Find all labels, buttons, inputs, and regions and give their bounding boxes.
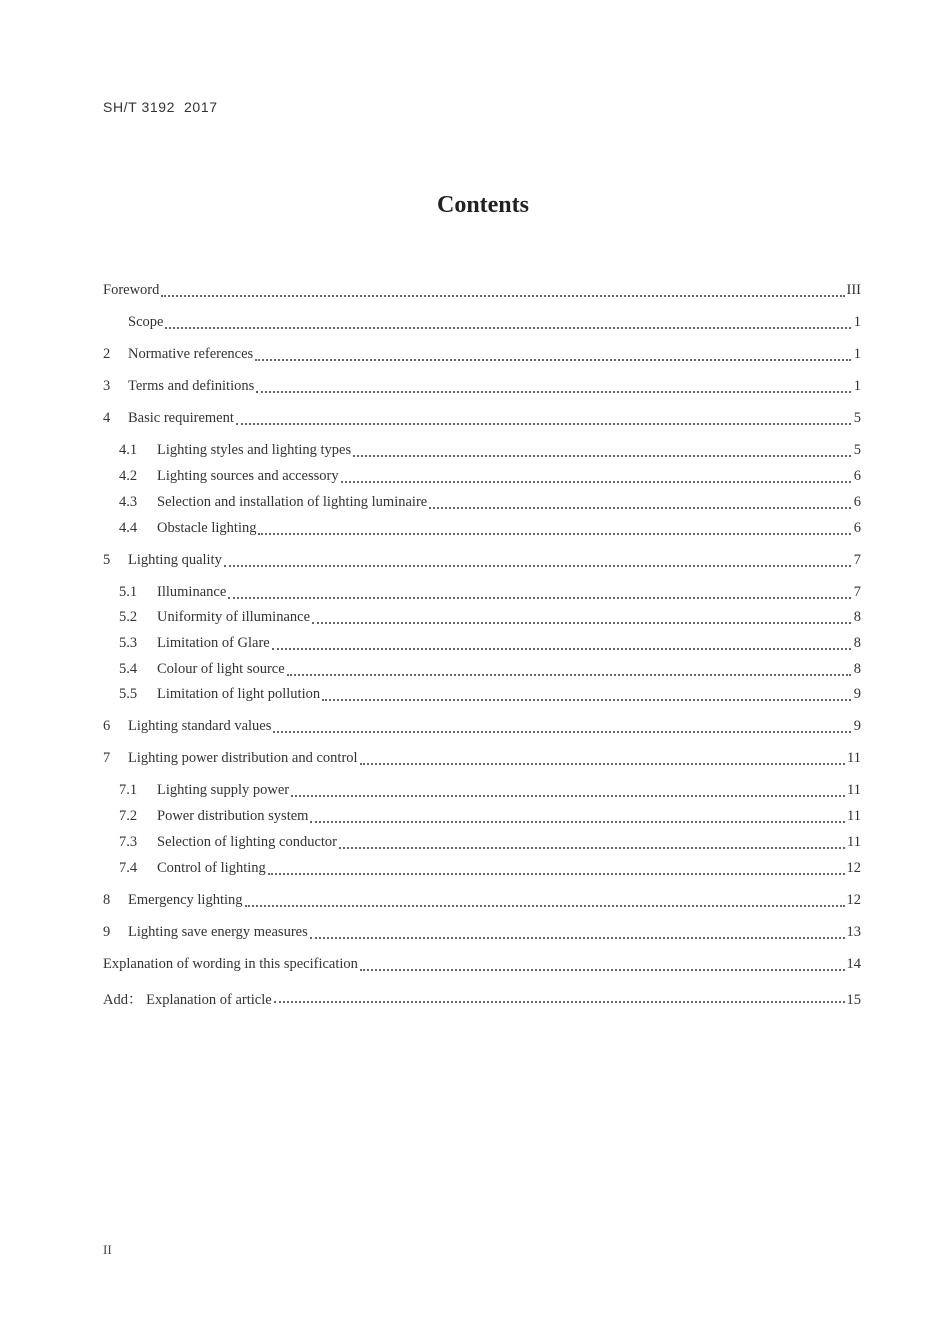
toc-entry-page: 14: [846, 956, 861, 972]
toc-entry-page: 8: [853, 609, 861, 625]
toc-entry-number: 7.4: [119, 860, 138, 876]
toc-entry-label: Limitation of light pollution: [157, 686, 321, 702]
toc-entry[interactable]: [103, 661, 861, 681]
toc-entry-label: Uniformity of illuminance: [157, 609, 311, 625]
toc-leader-dots: [273, 731, 851, 733]
toc-entry-label: Lighting quality: [128, 552, 222, 568]
toc-entry-page: 9: [853, 718, 861, 734]
toc-entry-label: Normative references: [128, 346, 254, 362]
toc-entry-page: 11: [847, 808, 861, 824]
page-title: Contents: [436, 192, 529, 218]
toc-entry-label: Lighting save energy measures: [128, 924, 308, 940]
toc-entry-label: Explanation of wording in this specification: [103, 956, 358, 972]
toc-entry-number: 4.1: [119, 442, 138, 458]
toc-entry-page: 8: [853, 661, 861, 677]
toc-entry-number: 5.5: [119, 686, 138, 702]
toc-entry-label: Emergency lighting: [128, 892, 243, 908]
toc-entry[interactable]: [103, 635, 861, 655]
toc-entry[interactable]: [103, 552, 861, 572]
toc-leader-dots: [312, 622, 851, 624]
toc-leader-dots: [291, 795, 845, 797]
toc-entry-label: Colour of light source: [157, 661, 285, 677]
toc-entry-page: 8: [853, 635, 861, 651]
toc-entry[interactable]: [103, 282, 861, 302]
toc-entry-label: Lighting sources and accessory: [157, 468, 339, 484]
toc-leader-dots: [429, 507, 851, 509]
toc-leader-dots: [258, 533, 851, 535]
toc-entry[interactable]: [103, 686, 861, 706]
toc-entry-page: 7: [853, 584, 861, 600]
toc-entry[interactable]: [103, 988, 861, 1008]
toc-entry[interactable]: [103, 314, 861, 334]
toc-leader-dots: [228, 597, 851, 599]
toc-entry-label: Terms and definitions: [128, 378, 255, 394]
toc-entry[interactable]: [103, 834, 861, 854]
document-code: SH/T 3192 2017: [103, 99, 218, 115]
toc-leader-dots: [310, 821, 845, 823]
toc-leader-dots: [255, 359, 851, 361]
toc-leader-dots: [339, 847, 845, 849]
toc-leader-dots: [322, 699, 851, 701]
toc-entry-number: 3: [103, 378, 111, 394]
toc-entry-page: 7: [853, 552, 861, 568]
toc-entry-label: Selection and installation of lighting luminaire: [157, 494, 428, 510]
toc-leader-dots: [268, 873, 845, 875]
toc-entry-number: 4.4: [119, 520, 138, 536]
toc-entry-page: 5: [853, 442, 861, 458]
toc-entry-page: 15: [846, 992, 861, 1008]
toc-entry[interactable]: [103, 808, 861, 828]
toc-entry-label: Add： Explanation of article: [103, 992, 272, 1008]
toc-entry[interactable]: [103, 750, 861, 770]
toc-entry-label: Illuminance: [157, 584, 227, 600]
toc-leader-dots: [224, 565, 851, 567]
toc-entry-number: 7: [103, 750, 111, 766]
toc-entry[interactable]: [103, 892, 861, 912]
page-number: II: [103, 1242, 112, 1257]
toc-entry-number: 4.2: [119, 468, 138, 484]
toc-entry-page: 1: [853, 378, 861, 394]
toc-entry-label: Power distribution system: [157, 808, 309, 824]
toc-entry-label: Foreword: [103, 282, 160, 298]
toc-leader-dots: [287, 674, 851, 676]
toc-leader-dots: [360, 763, 845, 765]
toc-entry-label: Basic requirement: [128, 410, 234, 426]
toc-entry-number: 4.3: [119, 494, 138, 510]
toc-entry-label: Lighting standard values: [128, 718, 272, 734]
toc-leader-dots: [245, 905, 845, 907]
toc-entry-page: 6: [853, 468, 861, 484]
toc-entry-page: 1: [853, 314, 861, 330]
toc-leader-dots: [310, 937, 845, 939]
toc-entry-number: 5.1: [119, 584, 138, 600]
toc-entry-page: 11: [847, 834, 861, 850]
toc-entry-number: 7.1: [119, 782, 138, 798]
toc-entry[interactable]: [103, 410, 861, 430]
toc-entry-page: 11: [847, 750, 861, 766]
toc-entry-number: 6: [103, 718, 111, 734]
toc-entry[interactable]: [103, 468, 861, 488]
toc-entry-page: 9: [853, 686, 861, 702]
toc-entry[interactable]: [103, 520, 861, 540]
toc-entry-label: Obstacle lighting: [157, 520, 257, 536]
toc-entry[interactable]: [103, 609, 861, 629]
toc-entry-page: 11: [847, 782, 861, 798]
toc-leader-dots: [360, 969, 845, 971]
toc-entry[interactable]: [103, 718, 861, 738]
toc-entry-number: 2: [103, 346, 111, 362]
toc-leader-dots: [274, 1001, 845, 1003]
toc-entry-label: Lighting supply power: [157, 782, 290, 798]
toc-leader-dots: [236, 423, 851, 425]
toc-entry-number: 7.2: [119, 808, 138, 824]
toc-leader-dots: [165, 327, 851, 329]
toc-entry-label: Limitation of Glare: [157, 635, 270, 651]
toc-entry-label: Lighting power distribution and control: [128, 750, 358, 766]
toc-entry[interactable]: [103, 782, 861, 802]
toc-entry-page: 5: [853, 410, 861, 426]
toc-entry[interactable]: [103, 378, 861, 398]
toc-entry-number: 5.3: [119, 635, 138, 651]
toc-entry-page: III: [846, 282, 861, 298]
toc-entry-page: 6: [853, 520, 861, 536]
toc-entry-number: 4: [103, 410, 111, 426]
toc-entry-label: Control of lighting: [157, 860, 266, 876]
toc-entry[interactable]: [103, 924, 861, 944]
toc-entry-page: 6: [853, 494, 861, 510]
toc-leader-dots: [353, 455, 851, 457]
toc-leader-dots: [272, 648, 851, 650]
toc-entry-number: 5.2: [119, 609, 138, 625]
toc-entry-page: 12: [846, 860, 861, 876]
toc-entry-number: 7.3: [119, 834, 138, 850]
toc-entry-page: 13: [846, 924, 861, 940]
toc-entry-label: Lighting styles and lighting types: [157, 442, 352, 458]
toc-entry[interactable]: [103, 346, 861, 366]
toc-entry-label: Selection of lighting conductor: [157, 834, 338, 850]
toc-entry[interactable]: [103, 584, 861, 604]
toc-entry[interactable]: [103, 956, 861, 976]
toc-entry-number: 9: [103, 924, 111, 940]
toc-leader-dots: [256, 391, 851, 393]
toc-entry-label: Scope: [128, 314, 164, 330]
toc-entry-number: 5.4: [119, 661, 138, 677]
toc-entry-number: 8: [103, 892, 111, 908]
toc-leader-dots: [341, 481, 851, 483]
toc-entry[interactable]: [103, 442, 861, 462]
toc-leader-dots: [161, 295, 844, 297]
toc-entry-page: 12: [846, 892, 861, 908]
toc-entry[interactable]: [103, 860, 861, 880]
toc-entry-number: 5: [103, 552, 111, 568]
toc-entry-page: 1: [853, 346, 861, 362]
toc-entry[interactable]: [103, 494, 861, 514]
